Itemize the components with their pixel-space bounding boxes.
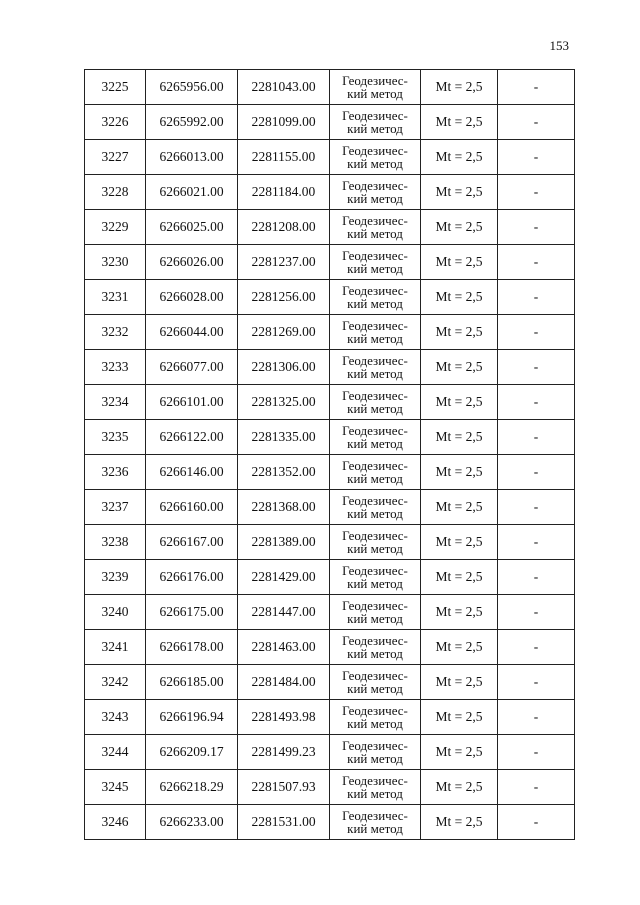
note-cell: - [498,105,575,140]
table-row [85,280,575,315]
table-row [85,140,575,175]
accuracy-cell: Mt = 2,5 [421,140,498,175]
accuracy-cell: Mt = 2,5 [421,350,498,385]
point-number-cell: 3236 [85,455,146,490]
accuracy-cell: Mt = 2,5 [421,735,498,770]
method-text: Геодезичес- [342,248,408,263]
method-text: кий метод [347,261,403,276]
table-row [85,385,575,420]
point-number-cell: 3238 [85,525,146,560]
table-row [85,560,575,595]
y-coordinate-cell: 2281429.00 [238,560,330,595]
y-coordinate-cell: 2281269.00 [238,315,330,350]
x-coordinate-cell: 6266025.00 [146,210,238,245]
note-cell: - [498,70,575,105]
method-text: кий метод [347,191,403,206]
method-text: Геодезичес- [342,773,408,788]
accuracy-cell: Mt = 2,5 [421,455,498,490]
method-cell [330,770,421,805]
point-number-cell: 3227 [85,140,146,175]
point-number-cell: 3241 [85,630,146,665]
method-cell [330,105,421,140]
y-coordinate-cell: 2281256.00 [238,280,330,315]
method-cell [330,630,421,665]
point-number-cell: 3245 [85,770,146,805]
method-text: Геодезичес- [342,388,408,403]
accuracy-cell: Mt = 2,5 [421,630,498,665]
note-cell: - [498,245,575,280]
x-coordinate-cell: 6266160.00 [146,490,238,525]
y-coordinate-cell: 2281099.00 [238,105,330,140]
x-coordinate-cell: 6266185.00 [146,665,238,700]
note-cell: - [498,385,575,420]
note-cell: - [498,805,575,840]
accuracy-cell: Mt = 2,5 [421,560,498,595]
x-coordinate-cell: 6266026.00 [146,245,238,280]
point-number-cell: 3230 [85,245,146,280]
accuracy-cell: Mt = 2,5 [421,595,498,630]
x-coordinate-cell: 6266122.00 [146,420,238,455]
point-number-cell: 3235 [85,420,146,455]
x-coordinate-cell: 6266218.29 [146,770,238,805]
method-cell [330,490,421,525]
x-coordinate-cell: 6266175.00 [146,595,238,630]
accuracy-cell: Mt = 2,5 [421,420,498,455]
note-cell: - [498,315,575,350]
method-text: кий метод [347,611,403,626]
accuracy-cell: Mt = 2,5 [421,770,498,805]
method-cell [330,140,421,175]
table-row [85,665,575,700]
y-coordinate-cell: 2281531.00 [238,805,330,840]
x-coordinate-cell: 6266146.00 [146,455,238,490]
y-coordinate-cell: 2281237.00 [238,245,330,280]
point-number-cell: 3233 [85,350,146,385]
table-row [85,350,575,385]
method-text: Геодезичес- [342,213,408,228]
note-cell: - [498,735,575,770]
note-cell: - [498,770,575,805]
table-row [85,175,575,210]
table-row [85,700,575,735]
x-coordinate-cell: 6266077.00 [146,350,238,385]
point-number-cell: 3246 [85,805,146,840]
x-coordinate-cell: 6266209.17 [146,735,238,770]
method-text: Геодезичес- [342,738,408,753]
method-text: Геодезичес- [342,73,408,88]
method-cell [330,805,421,840]
y-coordinate-cell: 2281493.98 [238,700,330,735]
point-number-cell: 3226 [85,105,146,140]
method-text: Геодезичес- [342,703,408,718]
table-row [85,210,575,245]
y-coordinate-cell: 2281208.00 [238,210,330,245]
method-text: кий метод [347,471,403,486]
method-cell [330,210,421,245]
table-row [85,595,575,630]
table-row [85,735,575,770]
method-text: кий метод [347,121,403,136]
method-cell [330,700,421,735]
point-number-cell: 3239 [85,560,146,595]
method-cell [330,245,421,280]
accuracy-cell: Mt = 2,5 [421,280,498,315]
y-coordinate-cell: 2281184.00 [238,175,330,210]
y-coordinate-cell: 2281335.00 [238,420,330,455]
point-number-cell: 3237 [85,490,146,525]
note-cell: - [498,140,575,175]
accuracy-cell: Mt = 2,5 [421,175,498,210]
method-cell [330,420,421,455]
note-cell: - [498,420,575,455]
point-number-cell: 3229 [85,210,146,245]
method-text: Геодезичес- [342,808,408,823]
accuracy-cell: Mt = 2,5 [421,700,498,735]
method-cell [330,70,421,105]
accuracy-cell: Mt = 2,5 [421,210,498,245]
method-text: Геодезичес- [342,528,408,543]
y-coordinate-cell: 2281484.00 [238,665,330,700]
table-row [85,70,575,105]
note-cell: - [498,595,575,630]
method-cell [330,665,421,700]
method-cell [330,560,421,595]
point-number-cell: 3228 [85,175,146,210]
table-row [85,770,575,805]
method-text: кий метод [347,296,403,311]
table-row [85,455,575,490]
note-cell: - [498,350,575,385]
y-coordinate-cell: 2281507.93 [238,770,330,805]
method-text: Геодезичес- [342,318,408,333]
method-text: кий метод [347,681,403,696]
method-text: кий метод [347,366,403,381]
method-text: Геодезичес- [342,458,408,473]
method-cell [330,175,421,210]
x-coordinate-cell: 6266028.00 [146,280,238,315]
method-text: кий метод [347,401,403,416]
method-cell [330,455,421,490]
note-cell: - [498,175,575,210]
x-coordinate-cell: 6266178.00 [146,630,238,665]
note-cell: - [498,630,575,665]
note-cell: - [498,455,575,490]
method-cell [330,350,421,385]
note-cell: - [498,490,575,525]
method-text: Геодезичес- [342,598,408,613]
x-coordinate-cell: 6265956.00 [146,70,238,105]
method-text: кий метод [347,506,403,521]
page-number: 153 [549,38,569,53]
point-number-cell: 3225 [85,70,146,105]
table-row [85,315,575,350]
method-text: Геодезичес- [342,178,408,193]
method-cell [330,280,421,315]
table-row [85,105,575,140]
point-number-cell: 3242 [85,665,146,700]
accuracy-cell: Mt = 2,5 [421,525,498,560]
accuracy-cell: Mt = 2,5 [421,315,498,350]
y-coordinate-cell: 2281325.00 [238,385,330,420]
method-text: кий метод [347,226,403,241]
method-text: Геодезичес- [342,633,408,648]
method-text: Геодезичес- [342,143,408,158]
table-row [85,630,575,665]
point-number-cell: 3240 [85,595,146,630]
point-number-cell: 3231 [85,280,146,315]
method-text: Геодезичес- [342,283,408,298]
method-text: кий метод [347,716,403,731]
method-text: кий метод [347,751,403,766]
accuracy-cell: Mt = 2,5 [421,665,498,700]
x-coordinate-cell: 6266167.00 [146,525,238,560]
method-text: кий метод [347,786,403,801]
accuracy-cell: Mt = 2,5 [421,105,498,140]
method-text: кий метод [347,541,403,556]
method-text: Геодезичес- [342,563,408,578]
x-coordinate-cell: 6266021.00 [146,175,238,210]
method-text: кий метод [347,821,403,836]
method-text: Геодезичес- [342,423,408,438]
method-text: кий метод [347,86,403,101]
x-coordinate-cell: 6266101.00 [146,385,238,420]
note-cell: - [498,665,575,700]
method-text: кий метод [347,156,403,171]
table-row [85,245,575,280]
y-coordinate-cell: 2281155.00 [238,140,330,175]
point-number-cell: 3243 [85,700,146,735]
coordinates-table-body [85,70,575,840]
x-coordinate-cell: 6266013.00 [146,140,238,175]
method-text: кий метод [347,646,403,661]
method-text: кий метод [347,436,403,451]
y-coordinate-cell: 2281043.00 [238,70,330,105]
method-text: Геодезичес- [342,108,408,123]
point-number-cell: 3244 [85,735,146,770]
table-row [85,805,575,840]
y-coordinate-cell: 2281447.00 [238,595,330,630]
y-coordinate-cell: 2281389.00 [238,525,330,560]
accuracy-cell: Mt = 2,5 [421,70,498,105]
x-coordinate-cell: 6266233.00 [146,805,238,840]
note-cell: - [498,560,575,595]
method-cell [330,525,421,560]
y-coordinate-cell: 2281463.00 [238,630,330,665]
accuracy-cell: Mt = 2,5 [421,490,498,525]
note-cell: - [498,210,575,245]
point-number-cell: 3232 [85,315,146,350]
y-coordinate-cell: 2281306.00 [238,350,330,385]
method-cell [330,595,421,630]
table-row [85,490,575,525]
method-text: Геодезичес- [342,353,408,368]
method-text: Геодезичес- [342,493,408,508]
x-coordinate-cell: 6266176.00 [146,560,238,595]
note-cell: - [498,700,575,735]
y-coordinate-cell: 2281352.00 [238,455,330,490]
x-coordinate-cell: 6266196.94 [146,700,238,735]
x-coordinate-cell: 6266044.00 [146,315,238,350]
method-cell [330,735,421,770]
accuracy-cell: Mt = 2,5 [421,245,498,280]
accuracy-cell: Mt = 2,5 [421,805,498,840]
method-text: Геодезичес- [342,668,408,683]
method-text: кий метод [347,576,403,591]
table-row [85,525,575,560]
note-cell: - [498,280,575,315]
point-number-cell: 3234 [85,385,146,420]
x-coordinate-cell: 6265992.00 [146,105,238,140]
method-text: кий метод [347,331,403,346]
note-cell: - [498,525,575,560]
y-coordinate-cell: 2281499.23 [238,735,330,770]
table-row [85,420,575,455]
y-coordinate-cell: 2281368.00 [238,490,330,525]
method-cell [330,315,421,350]
method-cell [330,385,421,420]
accuracy-cell: Mt = 2,5 [421,385,498,420]
coordinates-table [84,69,575,840]
